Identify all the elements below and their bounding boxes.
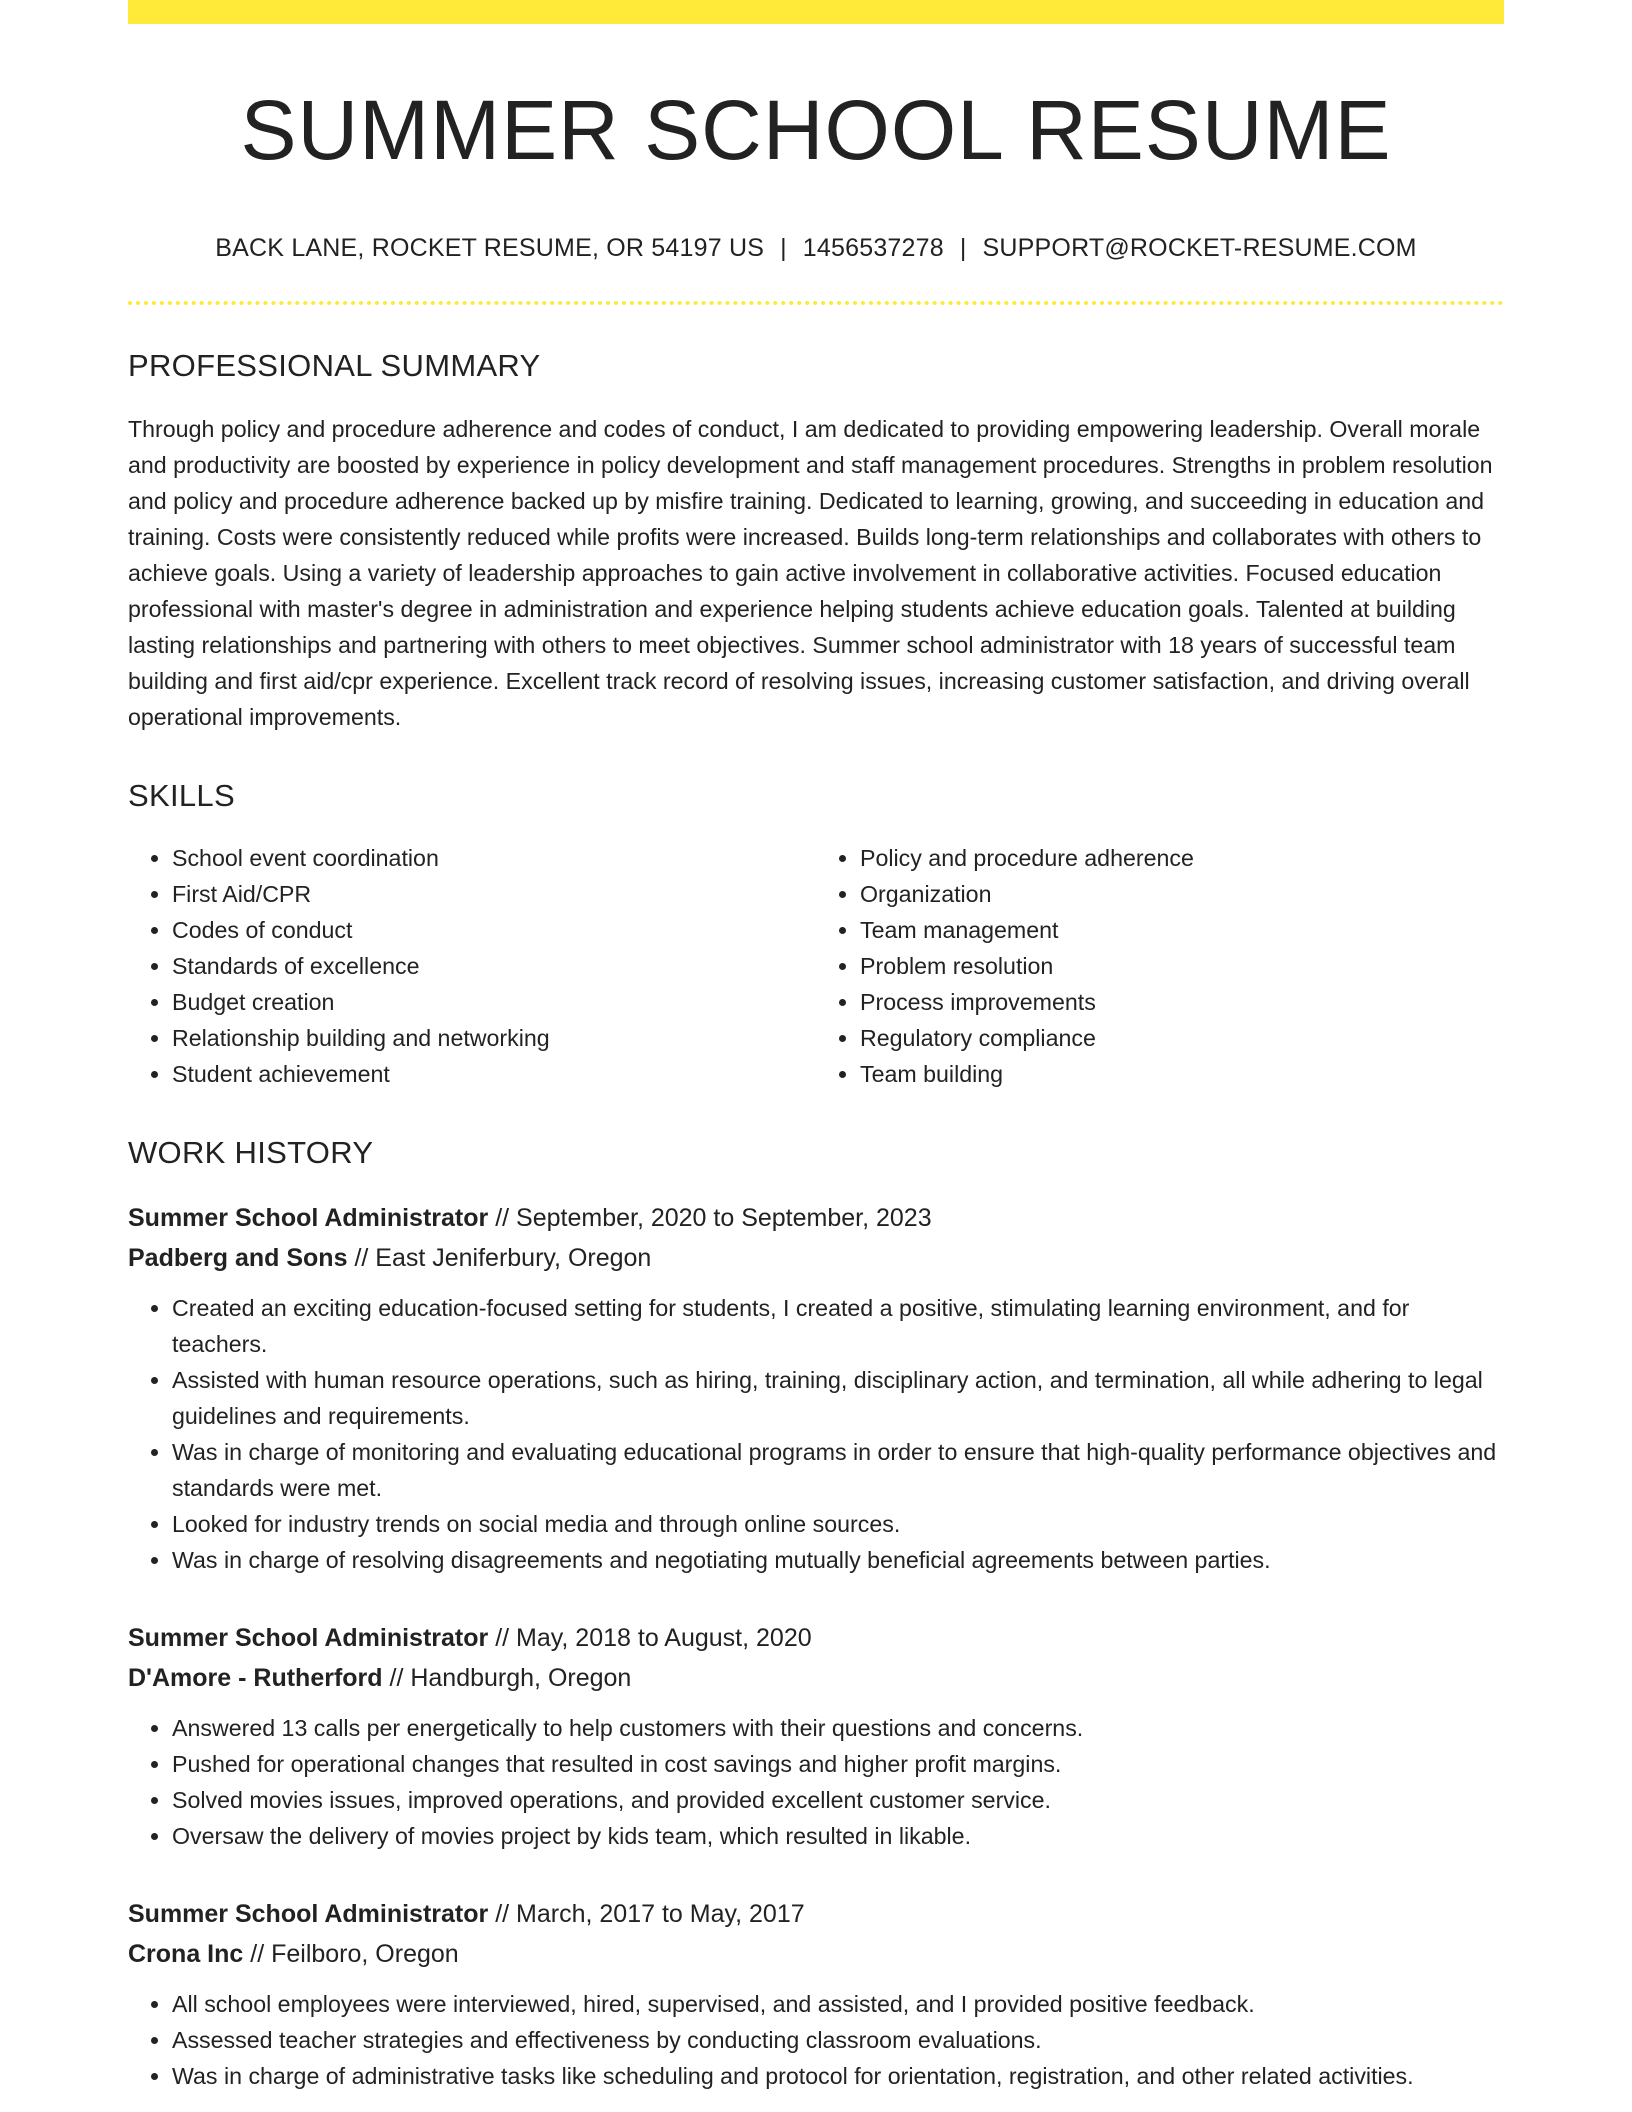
job-title: Summer School Administrator: [128, 1203, 489, 1232]
summary-text: Through policy and procedure adherence and codes of conduct, I am dedicated to providing empowering leadership. Overall morale and productivity are boosted by experience in policy development and staff management procedures. Strengths in problem resolution and policy and procedure adherence backed up by misfire training. Dedicated to learning, growing, and succeeding in education and training. Costs were consistently reduced while profits were increased. Builds long-term relationships and collaborates with others to achieve goals. Using a variety of leadership approaches to gain active involvement in collaborative activities. Focused education professional with master's degree in administration and experience helping students achieve education goals. Talented at building lasting relationships and partnering with others to meet objectives. Summer school administrator with 18 years of successful team building and first aid/cpr experience. Excellent track record of resolving issues, increasing customer satisfaction, and driving overall operational improvements.: [128, 416, 1493, 731]
job-dates: // May, 2018 to August, 2020: [495, 1623, 812, 1652]
job-title: Summer School Administrator: [128, 1899, 489, 1928]
job-bullet: • Oversaw the delivery of movies project by kids team, which resulted in likable.: [172, 1818, 1504, 1854]
job-title-line: [128, 1618, 1504, 1658]
job-company: Crona Inc: [128, 1939, 244, 1968]
job-bullet: • Pushed for operational changes that resulted in cost savings and higher profit margins.: [172, 1746, 1504, 1782]
skill-item: • First Aid/CPR: [172, 876, 816, 912]
skill-item: • Problem resolution: [860, 948, 1504, 984]
summary-section: [128, 349, 1504, 735]
skill-item: • Organization: [860, 876, 1504, 912]
skills-grid: [128, 840, 1504, 1092]
job-bullet: • Looked for industry trends on social media and through online sources.: [172, 1506, 1504, 1542]
job-bullet: • Assessed teacher strategies and effectiveness by conducting classroom evaluations.: [172, 2022, 1504, 2058]
summary-heading: PROFESSIONAL SUMMARY: [128, 348, 541, 384]
job-company: Padberg and Sons: [128, 1243, 348, 1272]
contact-phone: 1456537278: [802, 234, 944, 263]
job-bullet: • Created an exciting education-focused setting for students, I created a positive, stimulating learning environment, and for teachers.: [172, 1290, 1504, 1362]
contact-separator: |: [959, 234, 967, 263]
skills-heading: SKILLS: [128, 778, 235, 814]
contact-address: BACK LANE, ROCKET RESUME, OR 54197 US: [215, 234, 765, 263]
skills-column-right: [816, 840, 1504, 1092]
contact-line: [128, 234, 1504, 263]
skill-item: • School event coordination: [172, 840, 816, 876]
job-entry: [128, 1618, 1504, 1854]
job-dates: // September, 2020 to September, 2023: [495, 1203, 932, 1232]
job-bullet: • Assisted with human resource operations, such as hiring, training, disciplinary action, and termination, all while adhering to legal guidelines and requirements.: [172, 1362, 1504, 1434]
skills-column-left: [128, 840, 816, 1092]
job-bullet: • Answered 13 calls per energetically to help customers with their questions and concerns.: [172, 1710, 1504, 1746]
resume-title: SUMMER SCHOOL RESUME: [240, 83, 1392, 177]
skill-item: • Relationship building and networking: [172, 1020, 816, 1056]
skill-item: • Process improvements: [860, 984, 1504, 1020]
skill-item: • Team management: [860, 912, 1504, 948]
job-entry: [128, 1198, 1504, 1578]
skill-item: • Regulatory compliance: [860, 1020, 1504, 1056]
job-dates: // March, 2017 to May, 2017: [495, 1899, 805, 1928]
job-title-line: [128, 1894, 1504, 1934]
job-bullet: • All school employees were interviewed, hired, supervised, and assisted, and I provided positive feedback.: [172, 1986, 1504, 2022]
top-accent-bar: [128, 0, 1504, 24]
skills-section: [128, 779, 1504, 1091]
job-bullets: [128, 1290, 1504, 1578]
work-history-heading: WORK HISTORY: [128, 1134, 374, 1170]
job-bullets: [128, 1710, 1504, 1854]
skill-item: • Codes of conduct: [172, 912, 816, 948]
job-bullet: • Was in charge of monitoring and evaluating educational programs in order to ensure that high-quality performance objectives and standards were met.: [172, 1434, 1504, 1506]
work-history-section: [128, 1136, 1504, 2094]
job-bullet: • Was in charge of administrative tasks like scheduling and protocol for orientation, registration, and other related activities.: [172, 2058, 1504, 2094]
job-company-line: [128, 1658, 1504, 1698]
job-bullet: • Was in charge of resolving disagreements and negotiating mutually beneficial agreements between parties.: [172, 1542, 1504, 1578]
header-divider: [128, 301, 1504, 305]
job-location: // Feilboro, Oregon: [250, 1939, 459, 1968]
job-company-line: [128, 1934, 1504, 1974]
skill-item: • Student achievement: [172, 1056, 816, 1092]
job-location: // East Jeniferbury, Oregon: [354, 1243, 652, 1272]
job-company-line: [128, 1238, 1504, 1278]
job-bullet: • Solved movies issues, improved operations, and provided excellent customer service.: [172, 1782, 1504, 1818]
skill-item: • Team building: [860, 1056, 1504, 1092]
resume-page: [128, 0, 1504, 2094]
skill-item: • Budget creation: [172, 984, 816, 1020]
job-entry: [128, 1894, 1504, 2094]
skill-item: • Standards of excellence: [172, 948, 816, 984]
contact-separator: |: [780, 234, 787, 263]
contact-email: SUPPORT@ROCKET-RESUME.COM: [982, 234, 1417, 263]
job-location: // Handburgh, Oregon: [389, 1663, 632, 1692]
job-bullets: [128, 1986, 1504, 2094]
job-title: Summer School Administrator: [128, 1623, 489, 1652]
job-title-line: [128, 1198, 1504, 1238]
job-company: D'Amore - Rutherford: [128, 1663, 383, 1692]
skill-item: • Policy and procedure adherence: [860, 840, 1504, 876]
